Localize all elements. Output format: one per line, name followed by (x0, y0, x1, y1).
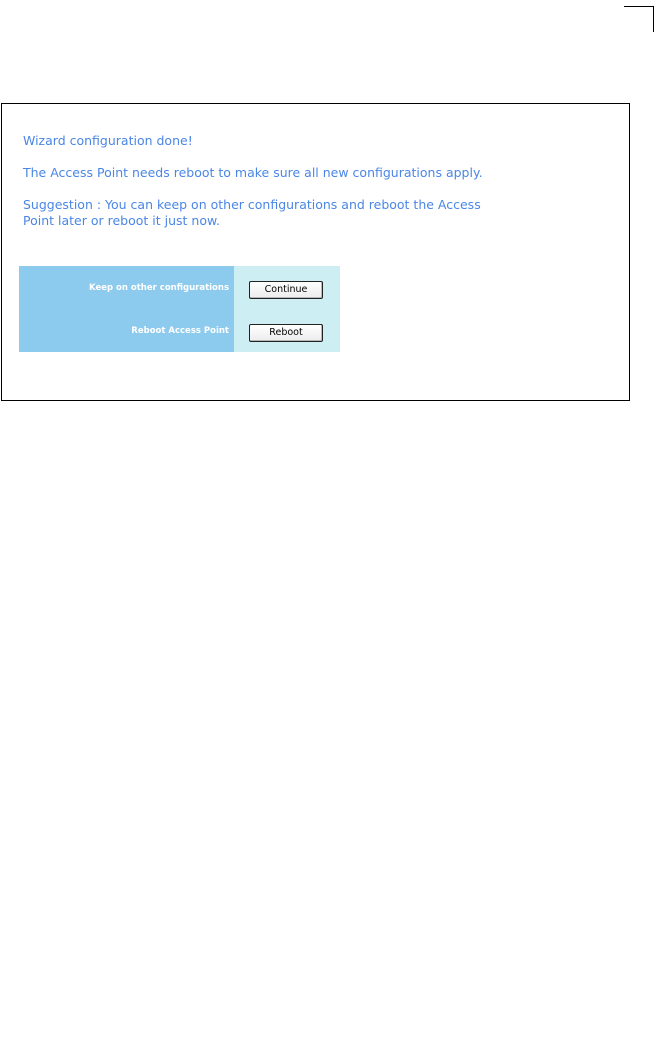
wizard-complete-panel (1, 103, 630, 401)
reboot-needed-message: The Access Point needs reboot to make sure all new configurations apply. (23, 165, 483, 180)
suggestion-message-line1: Suggestion : You can keep on other configurations and reboot the Access (23, 197, 481, 212)
continue-row (19, 266, 340, 309)
page-corner-mark (624, 6, 654, 32)
reboot-button[interactable]: Reboot (249, 324, 323, 342)
action-table (19, 266, 340, 352)
reboot-button-cell (234, 309, 340, 352)
suggestion-message-line2: Point later or reboot it just now. (23, 213, 221, 228)
continue-row-label: Keep on other configurations (19, 266, 234, 309)
continue-button[interactable]: Continue (249, 281, 323, 299)
continue-button-cell (234, 266, 340, 309)
reboot-row (19, 309, 340, 352)
reboot-row-label: Reboot Access Point (19, 309, 234, 352)
wizard-done-message: Wizard configuration done! (23, 133, 193, 148)
